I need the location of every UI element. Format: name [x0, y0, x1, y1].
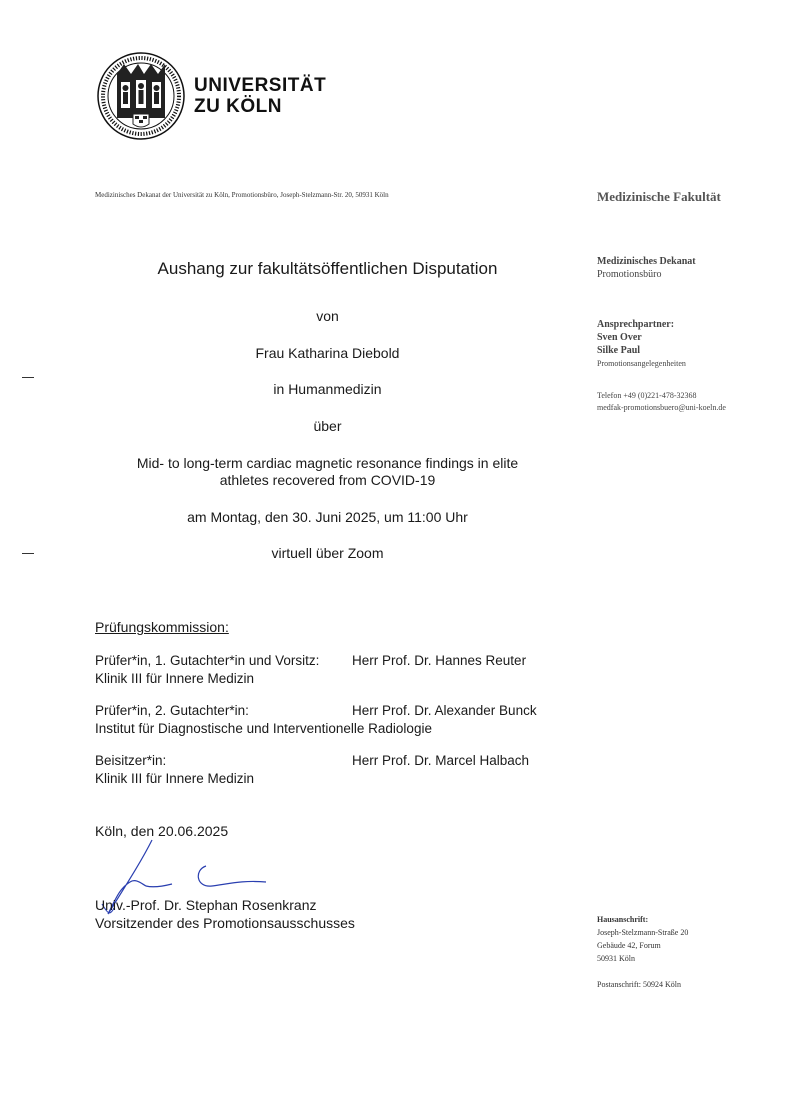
university-name-line2: ZU KÖLN [194, 96, 282, 117]
member-department: Klinik III für Innere Medizin [95, 671, 255, 686]
commission-member [95, 652, 527, 688]
contact-block [597, 318, 686, 370]
notice-ueber: über [313, 418, 342, 434]
member-name: Herr Prof. Dr. Marcel Halbach [352, 753, 530, 768]
contact-label: Ansprechpartner: [597, 319, 675, 330]
member-department: Institut für Diagnostische und Interventionelle Radiologie [95, 721, 432, 736]
signer-block [95, 896, 355, 932]
disputation-datetime: am Montag, den 30. Juni 2025, um 11:00 Uhr [187, 509, 468, 525]
commission-member [95, 752, 530, 788]
department-line2: Promotionsbüro [597, 269, 662, 280]
sender-line: Medizinisches Dekanat der Universität zu Köln, Promotionsbüro, Joseph-Stelzmann-Str. 20, 50931 Köln [95, 191, 389, 199]
member-role: Prüfer*in, 2. Gutachter*in: [95, 703, 249, 718]
fold-mark-top [22, 377, 34, 378]
email-address[interactable]: medfak-promotionsbuero@uni-koeln.de [597, 403, 726, 412]
address-label: Hausanschrift: [597, 915, 649, 924]
member-department: Klinik III für Innere Medizin [95, 771, 255, 786]
fold-mark-bottom [22, 553, 34, 554]
department-line1: Medizinisches Dekanat [597, 256, 696, 267]
phone-email-block [597, 390, 726, 414]
phone-number: Telefon +49 (0)221-478-32368 [597, 391, 697, 400]
member-name: Herr Prof. Dr. Alexander Bunck [352, 703, 537, 718]
place-date: Köln, den 20.06.2025 [95, 823, 229, 839]
disputation-location: virtuell über Zoom [271, 545, 384, 561]
thesis-title-line2: athletes recovered from COVID-19 [219, 472, 436, 488]
contact-person-2: Silke Paul [597, 345, 641, 356]
address-block [597, 913, 688, 991]
contact-role: Promotionsangelegenheiten [597, 359, 686, 368]
member-role: Prüfer*in, 1. Gutachter*in und Vorsitz: [95, 653, 320, 668]
thesis-title [95, 455, 560, 489]
member-name: Herr Prof. Dr. Hannes Reuter [352, 653, 527, 668]
commission-heading: Prüfungskommission: [95, 619, 229, 635]
thesis-title-line1: Mid- to long-term cardiac magnetic resonance findings in elite [136, 455, 519, 471]
university-name-line1: UNIVERSITÄT [194, 75, 327, 96]
faculty-name: Medizinische Fakultät [597, 189, 721, 204]
contact-person-1: Sven Over [597, 332, 642, 343]
university-seal-logo [97, 52, 185, 140]
postal-address: Postanschrift: 50924 Köln [597, 980, 681, 989]
address-building: Gebäude 42, Forum [597, 941, 661, 950]
commission-member [95, 702, 537, 738]
signer-name: Univ.-Prof. Dr. Stephan Rosenkranz [95, 897, 317, 913]
address-city: 50931 Köln [597, 954, 635, 963]
notice-von: von [316, 308, 339, 324]
university-name [194, 75, 326, 117]
address-street: Joseph-Stelzmann-Straße 20 [597, 928, 689, 937]
signer-title: Vorsitzender des Promotionsausschusses [95, 915, 355, 931]
candidate-field: in Humanmedizin [273, 381, 382, 397]
member-role: Beisitzer*in: [95, 753, 167, 768]
candidate-name: Frau Katharina Diebold [255, 345, 400, 361]
notice-title: Aushang zur fakultätsöffentlichen Disputation [157, 259, 498, 278]
department-block [597, 255, 696, 281]
